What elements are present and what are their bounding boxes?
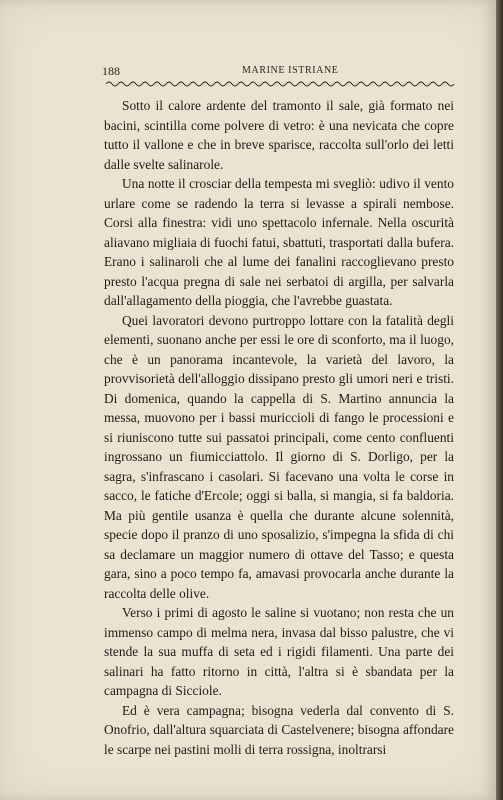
paragraph-3: Quei lavoratori devono purtroppo lottare con la fatalità degli elementi, suonano anche per essi le ore di sconforto, ma il luogo, che è un panorama incantevole, la varietà del lavoro, la provvisorietà dell'alloggio dissipano presto gli umori neri e tristi. Di domenica, quando la cappella di S. Martino annuncia la messa, muovono per i bassi muriccioli di fango le processioni e si riuniscono tutte sui passatoi principali, come cento confluenti ingrossano un fiumicciattolo. Il giorno di S. Dorligo, per la sagra, s'infrascano i casolari. Si facevano una volta le corse in sacco, le fatiche d'Ercole; oggi si balla, si mangia, si fa baldoria. Ma più gentile usanza è quella che durante alcune solennità, specie dopo il pranzo di uno sposalizio, s'impegna la sfida di chi sa declamare un maggior numero di ottave del Tasso; e questa gara, sino a poco tempo fa, amavasi provocarla anche durante la raccolta delle olive. xyxy=(104,312,454,601)
paragraph-2: Una notte il crosciar della tempesta mi svegliò: udivo il vento urlare come se radendo la terra si levasse a spirali nembose. Corsi alla finestra: vidi uno spettacolo infernale. Nella oscurità aliavano migliaia di fuochi fatui, sbattuti, trasportati dalla bufera. Erano i salinaroli che al lume dei fanalini raccoglievano presto presto l'acqua pregna di sale nei serbatoi di argilla, per salvarla dall'allagamento della pioggia, che l'avrebbe guastata. xyxy=(104,176,454,308)
running-title: MARINE ISTRIANE xyxy=(242,65,339,76)
body-text xyxy=(104,96,454,759)
book-edge xyxy=(496,0,503,800)
paragraph-4: Verso i primi di agosto le saline si vuotano; non resta che un immenso campo di melma nera, invasa dal bisso palustre, che vi stende la sua muffa di seta ed i rigidi filamenti. Una parte dei salinari ha fatto ritorno in città, l'altra si è sbandata per la campagna di Sicciole. xyxy=(104,605,454,698)
paragraph-1: Sotto il calore ardente del tramonto il sale, già formato nei bacini, scintilla come polvere di vetro: è una nevicata che copre tutto il vallone e che in breve sparisce, raccolta sull'orlo dei letti dalle svelte salinarole. xyxy=(104,98,454,172)
page-number: 188 xyxy=(102,64,120,78)
wavy-rule-ornament xyxy=(106,80,454,88)
paragraph-5: Ed è vera campagna; bisogna vederla dal convento di S. Onofrio, dall'altura squarciata di Castelvenere; bisogna affondare le scarpe nei pastini molli di terra rossigna, inoltrarsi xyxy=(104,702,454,757)
running-header xyxy=(102,64,456,80)
